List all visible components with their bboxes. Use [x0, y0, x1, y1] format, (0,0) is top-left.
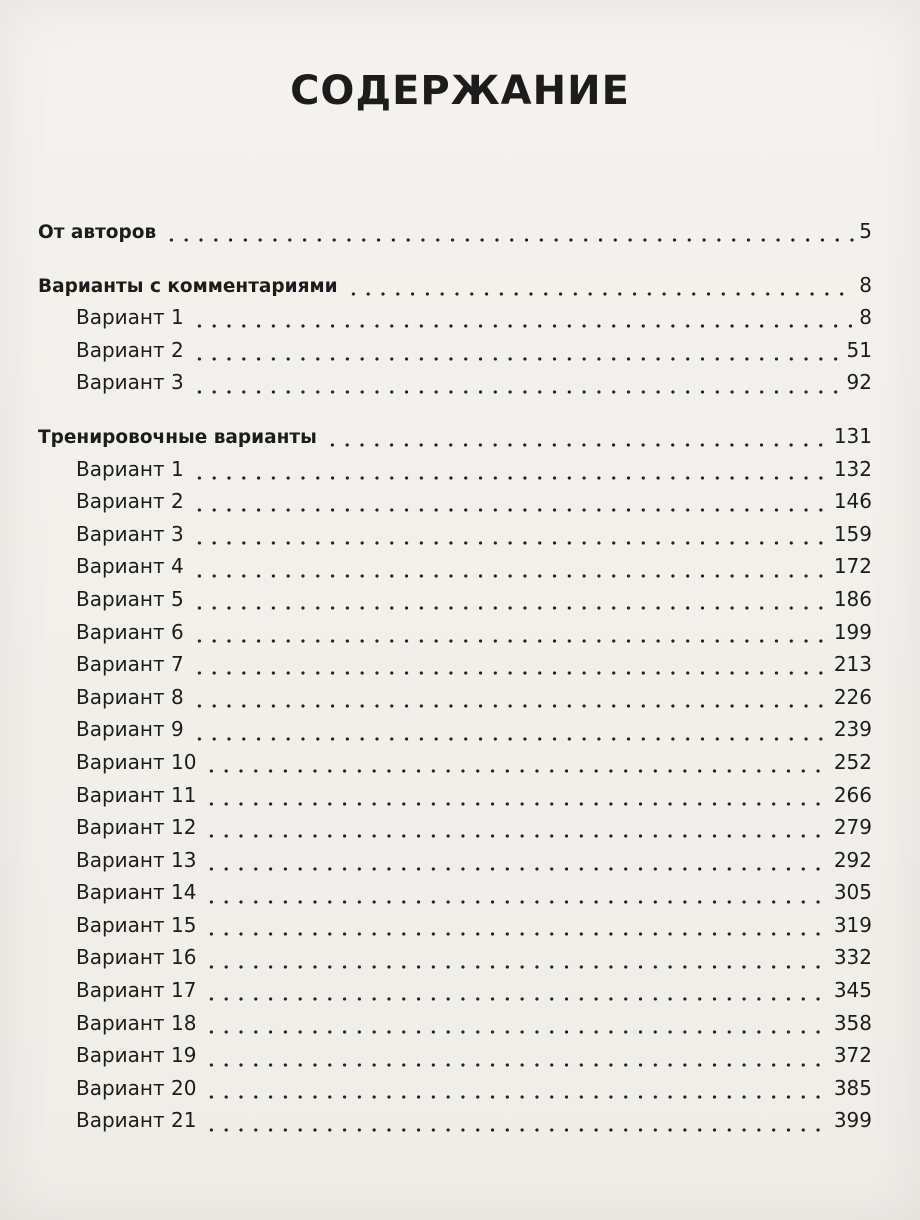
- toc-entry: [38, 913, 872, 946]
- toc-page-number: 399: [833, 1108, 872, 1133]
- toc-entry-title: Вариант 17: [76, 978, 197, 1003]
- toc-entry-title: Вариант 16: [76, 945, 197, 970]
- toc-page-number: 372: [833, 1043, 872, 1068]
- dot-leader: [200, 1063, 829, 1067]
- dot-leader: [188, 606, 830, 610]
- toc-entry: [38, 717, 872, 750]
- toc-entry: [38, 554, 872, 587]
- toc-page-number: 172: [833, 554, 872, 579]
- toc-entry: [38, 945, 872, 978]
- toc-page-number: 358: [833, 1010, 872, 1035]
- toc-entry: [38, 750, 872, 783]
- toc-page-number: 226: [833, 684, 872, 709]
- toc-page-number: 92: [846, 370, 872, 395]
- toc-entry: [38, 1011, 872, 1044]
- toc-entry-title: Вариант 6: [76, 619, 184, 644]
- toc-page-number: 8: [859, 272, 872, 297]
- dot-leader: [200, 965, 829, 969]
- toc-entry-title: Вариант 12: [76, 815, 197, 840]
- toc-section-entry: [38, 273, 872, 306]
- toc-entry: [38, 620, 872, 653]
- toc-page-number: 305: [833, 880, 872, 905]
- toc-entry-title: Вариант 2: [76, 337, 184, 362]
- toc-entry: [38, 522, 872, 555]
- toc-entry-title: Вариант 7: [76, 652, 184, 677]
- toc-entry: [38, 652, 872, 685]
- dot-leader: [188, 476, 830, 480]
- dot-leader: [188, 508, 830, 512]
- toc-entry: [38, 338, 872, 371]
- toc-entry-title: Вариант 19: [76, 1043, 197, 1068]
- toc-entry-title: Вариант 10: [76, 749, 197, 774]
- toc-entry: [38, 815, 872, 848]
- toc-entry-title: Вариант 3: [76, 370, 184, 395]
- toc-entry-title: Вариант 18: [76, 1010, 197, 1035]
- dot-leader: [200, 1030, 829, 1034]
- toc-entry-title: Вариант 5: [76, 586, 184, 611]
- toc-page-number: 5: [859, 219, 872, 243]
- dot-leader: [188, 541, 830, 545]
- toc-entry-title: Варианты с комментариями: [38, 275, 338, 297]
- toc-page-number: 385: [833, 1075, 872, 1100]
- toc-entry-title: Вариант 14: [76, 880, 197, 905]
- toc-entry-title: Вариант 15: [76, 912, 197, 937]
- toc-entry: [38, 848, 872, 881]
- dot-leader: [200, 834, 829, 838]
- toc-entry: [38, 1108, 872, 1141]
- toc-page-number: 159: [833, 521, 872, 546]
- dot-leader: [342, 292, 856, 296]
- toc-page-number: 292: [833, 847, 872, 872]
- toc-entry-title: Вариант 13: [76, 847, 197, 872]
- dot-leader: [188, 737, 830, 741]
- toc-section-entry: [38, 219, 872, 252]
- toc-page-number: 279: [833, 815, 872, 840]
- dot-leader: [200, 1095, 829, 1099]
- dot-leader: [200, 900, 829, 904]
- toc-entry: [38, 457, 872, 490]
- toc-entry: [38, 1043, 872, 1076]
- dot-leader: [200, 867, 829, 871]
- toc-entry: [38, 587, 872, 620]
- dot-leader: [160, 238, 855, 242]
- toc-entry: [38, 880, 872, 913]
- dot-leader: [188, 671, 830, 675]
- toc-page-number: 131: [833, 423, 872, 448]
- dot-leader: [200, 932, 829, 936]
- toc-entry-title: Вариант 1: [76, 305, 184, 330]
- dot-leader: [188, 704, 830, 708]
- dot-leader: [188, 390, 843, 394]
- toc-entry-title: Вариант 1: [76, 456, 184, 481]
- toc-entry-title: Тренировочные варианты: [38, 426, 317, 448]
- toc-entry: [38, 783, 872, 816]
- toc-entry: [38, 370, 872, 403]
- dot-leader: [200, 1128, 829, 1132]
- dot-leader: [200, 769, 829, 773]
- toc-entry-title: Вариант 9: [76, 717, 184, 742]
- toc-page-number: 213: [833, 652, 872, 677]
- toc-entry: [38, 685, 872, 718]
- table-of-contents: [38, 219, 872, 1141]
- toc-page-number: 186: [833, 586, 872, 611]
- toc-page-number: 8: [859, 305, 872, 330]
- dot-leader: [200, 997, 829, 1001]
- toc-page-number: 319: [833, 912, 872, 937]
- toc-entry: [38, 1076, 872, 1109]
- dot-leader: [188, 639, 830, 643]
- dot-leader: [200, 802, 829, 806]
- toc-entry-title: Вариант 8: [76, 684, 184, 709]
- toc-page-number: 332: [833, 945, 872, 970]
- toc-entry-title: Вариант 3: [76, 521, 184, 546]
- toc-entry-title: Вариант 4: [76, 554, 184, 579]
- toc-entry: [38, 489, 872, 522]
- toc-entry-title: Вариант 2: [76, 489, 184, 514]
- toc-entry-title: От авторов: [38, 222, 157, 243]
- toc-entry: [38, 305, 872, 338]
- toc-page-number: 266: [833, 782, 872, 807]
- toc-section-entry: [38, 424, 872, 457]
- toc-page-number: 199: [833, 619, 872, 644]
- dot-leader: [188, 324, 856, 328]
- toc-page-number: 252: [833, 749, 872, 774]
- toc-entry: [38, 978, 872, 1011]
- toc-page-number: 132: [833, 456, 872, 481]
- toc-page-number: 345: [833, 978, 872, 1003]
- toc-page-number: 146: [833, 489, 872, 514]
- dot-leader: [188, 574, 830, 578]
- toc-entry-title: Вариант 20: [76, 1075, 197, 1100]
- dot-leader: [321, 443, 830, 447]
- toc-entry-title: Вариант 21: [76, 1108, 197, 1133]
- toc-entry-title: Вариант 11: [76, 782, 197, 807]
- toc-page-number: 239: [833, 717, 872, 742]
- page-title: СОДЕРЖАНИЕ: [290, 68, 630, 114]
- toc-page-number: 51: [846, 337, 872, 362]
- dot-leader: [188, 357, 843, 361]
